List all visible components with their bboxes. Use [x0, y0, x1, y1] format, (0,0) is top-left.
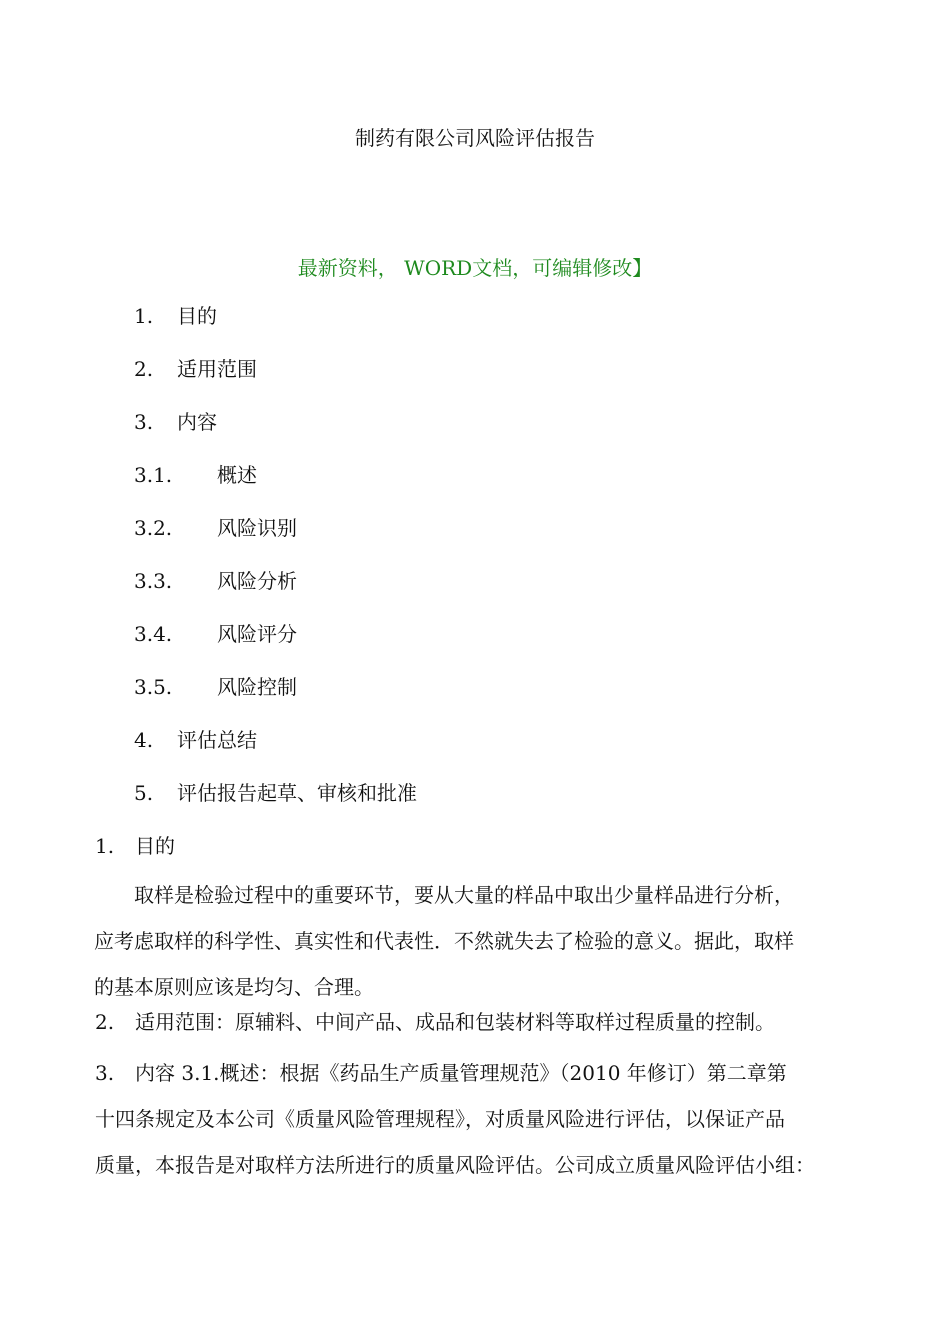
toc-item-number: 3.2.: [134, 516, 173, 540]
paragraph-line: 的基本原则应该是均匀、合理。: [94, 975, 374, 999]
toc-item-text: 内容: [177, 410, 217, 434]
section-number: 3.: [95, 1061, 115, 1085]
paragraph-line: 取样是检验过程中的重要环节，要从大量的样品中取出少量样品进行分析，: [134, 883, 794, 907]
toc-item-text: 概述: [217, 463, 257, 487]
toc-item-number: 3.4.: [134, 622, 173, 646]
section-1-heading: [95, 832, 175, 860]
toc-item-text: 风险识别: [217, 516, 297, 540]
toc-item-number: 3.: [134, 410, 154, 434]
toc-item-number: 1.: [134, 304, 154, 328]
section-number: 2.: [95, 1010, 115, 1034]
toc-item-text: 风险评分: [217, 622, 297, 646]
toc-item-text: 评估报告起草、审核和批准: [177, 781, 417, 805]
paragraph-line: [95, 1050, 855, 1096]
toc-item: [0, 461, 950, 514]
paragraph-line: 十四条规定及本公司《质量风险管理规程》，对质量风险进行评估，以保证产品: [95, 1107, 785, 1131]
toc-item-number: 2.: [134, 357, 154, 381]
toc-item: [0, 567, 950, 620]
section-2: [95, 1008, 775, 1036]
paragraph-line: 质量，本报告是对取样方法所进行的质量风险评估。公司成立质量风险评估小组：: [95, 1153, 815, 1177]
section-title: 目的: [135, 834, 175, 858]
section-text: 适用范围：原辅料、中间产品、成品和包装材料等取样过程质量的控制。: [135, 1010, 775, 1034]
toc-item: [0, 408, 950, 461]
promo-note: 最新资料， WORD文档，可编辑修改】: [297, 256, 653, 280]
toc-item-text: 适用范围: [177, 357, 257, 381]
toc-item: [0, 620, 950, 673]
paragraph-line-text: 内容 3.1.概述：根据《药品生产质量管理规范》（2010 年修订）第二章第: [135, 1061, 787, 1085]
toc-item-text: 风险分析: [217, 569, 297, 593]
toc-item: [0, 726, 950, 779]
toc-item-text: 目的: [177, 304, 217, 328]
toc-item-number: 3.3.: [134, 569, 173, 593]
toc-item-number: 4.: [134, 728, 154, 752]
table-of-contents: [0, 302, 950, 832]
toc-item: [0, 355, 950, 408]
toc-item: [0, 673, 950, 726]
toc-item: [0, 514, 950, 567]
section-1-paragraph: [94, 872, 854, 1010]
toc-item-number: 3.5.: [134, 675, 173, 699]
toc-item: [0, 302, 950, 355]
section-number: 1.: [95, 834, 115, 858]
document-title: 制药有限公司风险评估报告: [355, 126, 595, 150]
toc-item-number: 5.: [134, 781, 154, 805]
toc-item-text: 评估总结: [177, 728, 257, 752]
toc-item-number: 3.1.: [134, 463, 173, 487]
toc-item: [0, 779, 950, 832]
paragraph-line: 应考虑取样的科学性、真实性和代表性．不然就失去了检验的意义。据此，取样: [94, 929, 794, 953]
toc-item-text: 风险控制: [217, 675, 297, 699]
section-3: [95, 1050, 855, 1188]
